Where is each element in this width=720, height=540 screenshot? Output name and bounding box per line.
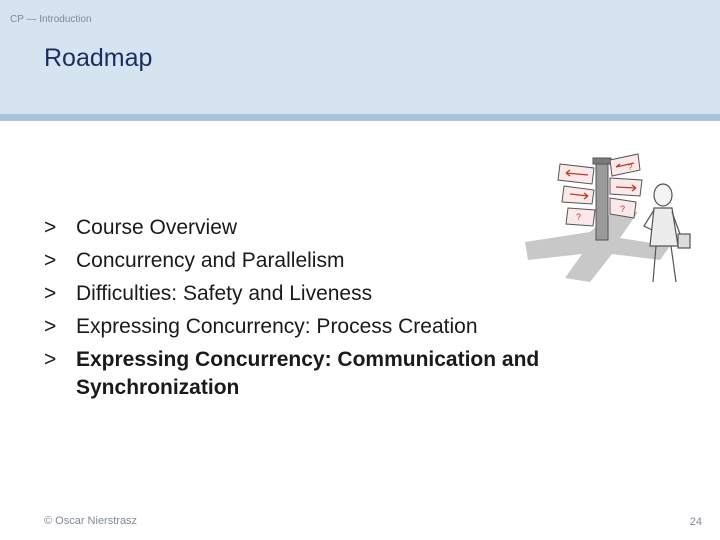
- bullet-marker: >: [44, 348, 57, 371]
- page-number: 24: [689, 516, 702, 528]
- bullet-text: Course Overview: [76, 216, 238, 239]
- bullet-text: Difficulties: Safety and Liveness: [76, 282, 373, 305]
- sign-question-mark: ?: [620, 204, 626, 214]
- signpost-person-illustration: [520, 150, 695, 300]
- copyright-notice: © Oscar Nierstrasz: [44, 515, 138, 527]
- bullet-marker: >: [44, 315, 57, 338]
- bullet-text: Expressing Concurrency: Process Creation: [76, 315, 478, 338]
- sign-question-mark: ?: [576, 212, 582, 222]
- bullet-marker: >: [44, 216, 57, 239]
- bullet-marker: >: [44, 249, 57, 272]
- bullet-text: Concurrency and Parallelism: [76, 249, 345, 272]
- bullet-item-process-creation: [44, 313, 644, 341]
- bullet-text: Expressing Concurrency: Communication and Synchronization: [76, 348, 540, 399]
- header-divider: [0, 114, 720, 121]
- signpost-pole: [596, 162, 608, 240]
- signpost-cap: [593, 158, 611, 164]
- breadcrumb: CP — Introduction: [10, 14, 92, 25]
- page-title: Roadmap: [44, 44, 153, 72]
- person-figure: [644, 184, 690, 282]
- sign-question-mark: ?: [628, 163, 633, 172]
- bullet-marker: >: [44, 282, 57, 305]
- bullet-item-communication: [44, 346, 644, 402]
